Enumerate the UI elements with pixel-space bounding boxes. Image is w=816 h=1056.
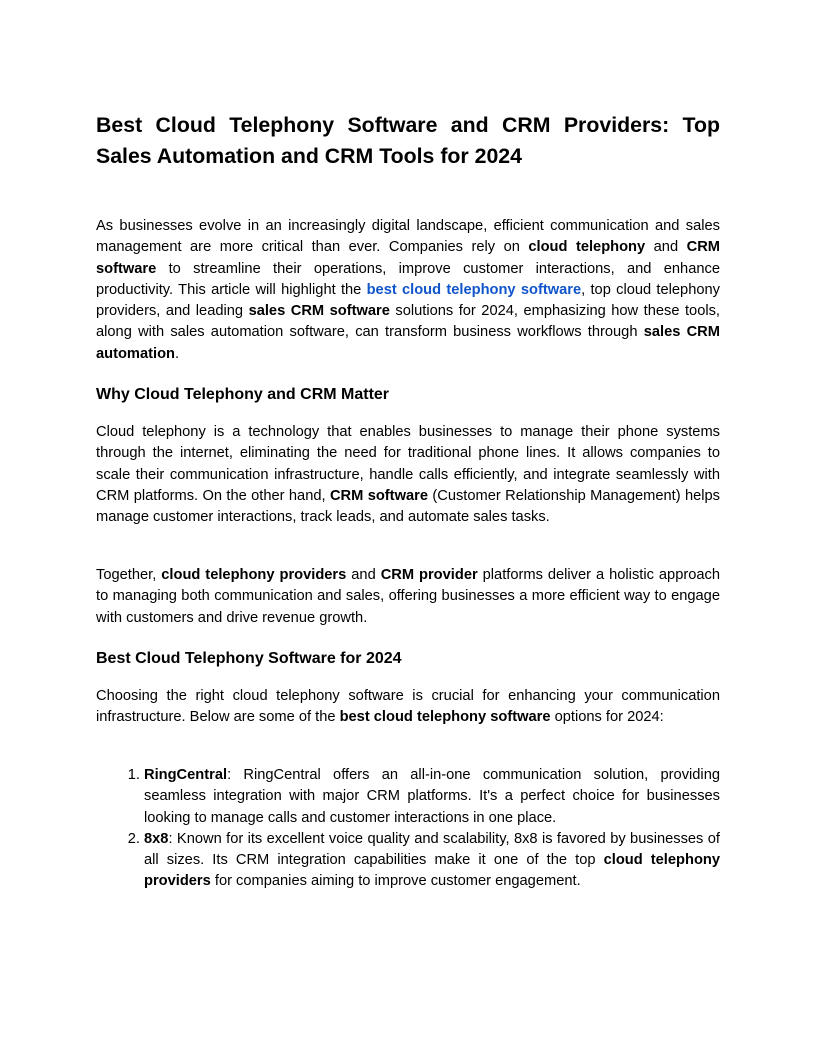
- bold-term: cloud telephony: [528, 239, 646, 256]
- intro-paragraph: [96, 216, 720, 365]
- list-item: [144, 829, 720, 893]
- section-heading: Why Cloud Telephony and CRM Matter: [96, 386, 390, 403]
- intro-text: to streamline their operations, improve customer interactions, and enhance productivity. This article will highlight the: [96, 260, 720, 298]
- bold-term: cloud telephony providers: [161, 567, 347, 583]
- paragraph-text: Cloud telephony is a technology that enables businesses to manage their phone systems through the internet, eliminating the need for traditional phone lines. It allows companies to scale their communication infrastructure, handle calls efficiently, and integrate seamlessly with CRM platforms. On the other hand,: [96, 424, 720, 504]
- intro-text: .: [174, 345, 180, 362]
- provider-list: [96, 765, 720, 893]
- section-best-paragraph: [96, 686, 720, 729]
- provider-list-block: [96, 765, 720, 893]
- section-why-heading-block: [96, 384, 720, 406]
- paragraph-text: Choosing the right cloud telephony software is crucial for enhancing your communication infrastructure. Below are some of the: [96, 688, 720, 726]
- list-item-text: : RingCentral offers an all-in-one communication solution, providing seamless integration with major CRM platforms. It's a perfect choice for businesses looking to manage calls and customer interactions in one place.: [144, 767, 720, 826]
- list-item-text: : Known for its excellent voice quality and scalability, 8x8 is favored by businesses of all sizes. Its CRM integration capabilities make it one of the top: [144, 830, 720, 869]
- bold-term: sales CRM automation: [96, 324, 720, 362]
- paragraph-text: and: [346, 567, 381, 583]
- bold-term: CRM provider: [380, 567, 478, 583]
- best-cloud-telephony-link[interactable]: best cloud telephony software: [366, 281, 582, 298]
- paragraph-text: (Customer Relationship Management) helps manage customer interactions, track leads, and automate sales tasks.: [96, 487, 720, 526]
- bold-term: best cloud telephony software: [339, 709, 551, 726]
- intro-text: , top cloud telephony providers, and leading: [96, 281, 720, 320]
- bold-term: CRM software: [329, 487, 428, 504]
- provider-name: RingCentral: [144, 767, 228, 783]
- paragraph-text: platforms deliver a holistic approach to managing both communication and sales, offering businesses a more efficient way to engage with customers and drive revenue growth.: [96, 567, 721, 626]
- intro-text: and: [645, 239, 687, 256]
- section-why-paragraph-1: [96, 422, 720, 528]
- bold-term: sales CRM software: [248, 303, 390, 320]
- bold-term: CRM software: [96, 239, 720, 277]
- section-why-paragraph-2: [96, 565, 720, 629]
- list-item-text: for companies aiming to improve customer engagement.: [210, 873, 581, 890]
- section-best-heading-block: [96, 648, 720, 670]
- paragraph-text: options for 2024:: [550, 709, 664, 726]
- bold-term: cloud telephony providers: [144, 852, 720, 890]
- intro-text: solutions for 2024, emphasizing how these tools, along with sales automation software, can transform business workflows through: [96, 303, 721, 341]
- intro-text: As businesses evolve in an increasingly digital landscape, efficient communication and sales management are more critical than ever. Companies rely on: [96, 218, 720, 256]
- list-item: [144, 765, 720, 829]
- provider-name: 8x8: [144, 830, 169, 847]
- document-title: Best Cloud Telephony Software and CRM Providers: Top Sales Automation and CRM Tools for 2024: [96, 113, 720, 168]
- section-heading: Best Cloud Telephony Software for 2024: [96, 650, 402, 667]
- paragraph-text: Together,: [96, 567, 162, 583]
